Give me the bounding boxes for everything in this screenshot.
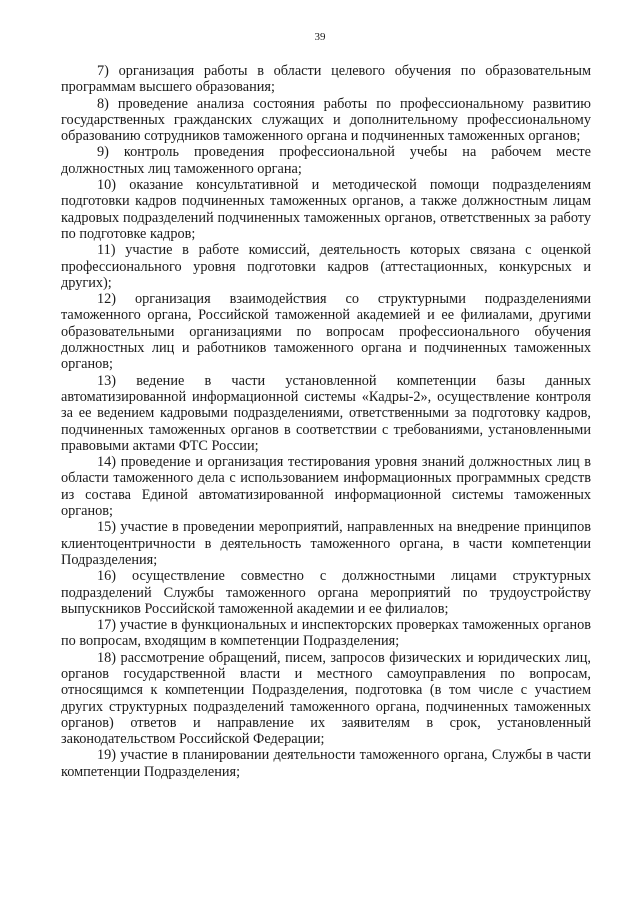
page-number: 39 — [314, 31, 326, 43]
paragraph-item-18: 18) рассмотрение обращений, писем, запросов физических и юридических лиц, органов государственной власти и местного самоуправления по вопросам, относящимся к компетенции Подразделения, подготовка (в том числе с участием других структурных подразделений таможенного органа, подчиненных таможенных органов) ответов и направление их заявителям в срок, установленный законодательством Российской Федерации; — [61, 649, 591, 748]
paragraph-item-16: 16) осуществление совместно с должностными лицами структурных подразделений Службы таможенного органа мероприятий по трудоустройству выпускников Российской таможенной академии и ее филиалов; — [61, 568, 591, 617]
paragraph-item-19: 19) участие в планировании деятельности таможенного органа, Службы в части компетенции Подразделения; — [61, 747, 591, 780]
paragraph-item-14: 14) проведение и организация тестирования уровня знаний должностных лиц в области таможенного дела с использованием информационных программных средств из состава Единой автоматизированной информационной системы таможенных органов; — [61, 454, 591, 520]
paragraph-item-7: 7) организация работы в области целевого обучения по образовательным программам высшего образования; — [61, 63, 591, 96]
paragraph-item-11: 11) участие в работе комиссий, деятельность которых связана с оценкой профессионального уровня подготовки кадров (аттестационных, конкурсных и других); — [61, 242, 591, 291]
paragraph-item-15: 15) участие в проведении мероприятий, направленных на внедрение принципов клиентоцентричности в деятельность таможенного органа, в части компетенции Подразделения; — [61, 519, 591, 568]
paragraph-item-9: 9) контроль проведения профессиональной учебы на рабочем месте должностных лиц таможенного органа; — [61, 144, 591, 177]
paragraph-item-13: 13) ведение в части установленной компетенции базы данных автоматизированной информационной системы «Кадры-2», осуществление контроля за ее ведением кадровыми подразделениями, ответственными за подготовку кадров, подчиненных таможенных органов в соответствии с требованиями, установленными правовыми актами ФТС России; — [61, 372, 591, 454]
page-body — [61, 63, 591, 780]
paragraph-item-17: 17) участие в функциональных и инспекторских проверках таможенных органов по вопросам, входящим в компетенции Подразделения; — [61, 617, 591, 650]
paragraph-item-8: 8) проведение анализа состояния работы по профессиональному развитию государственных гражданских служащих и дополнительному профессиональному образованию сотрудников таможенного органа и подчиненных таможенных органов; — [61, 95, 591, 145]
paragraph-item-12: 12) организация взаимодействия со структурными подразделениями таможенного органа, Российской таможенной академией и ее филиалами, другими образовательными организациями по вопросам профессионального обучения должностных лиц и работников таможенного органа и подчиненных таможенных органов; — [61, 291, 591, 373]
paragraph-item-10: 10) оказание консультативной и методической помощи подразделениям подготовки кадров подчиненных таможенных органов, а также должностным лицам кадровых подразделений подчиненных таможенных органов, ответственных за работу по подготовке кадров; — [61, 177, 591, 242]
